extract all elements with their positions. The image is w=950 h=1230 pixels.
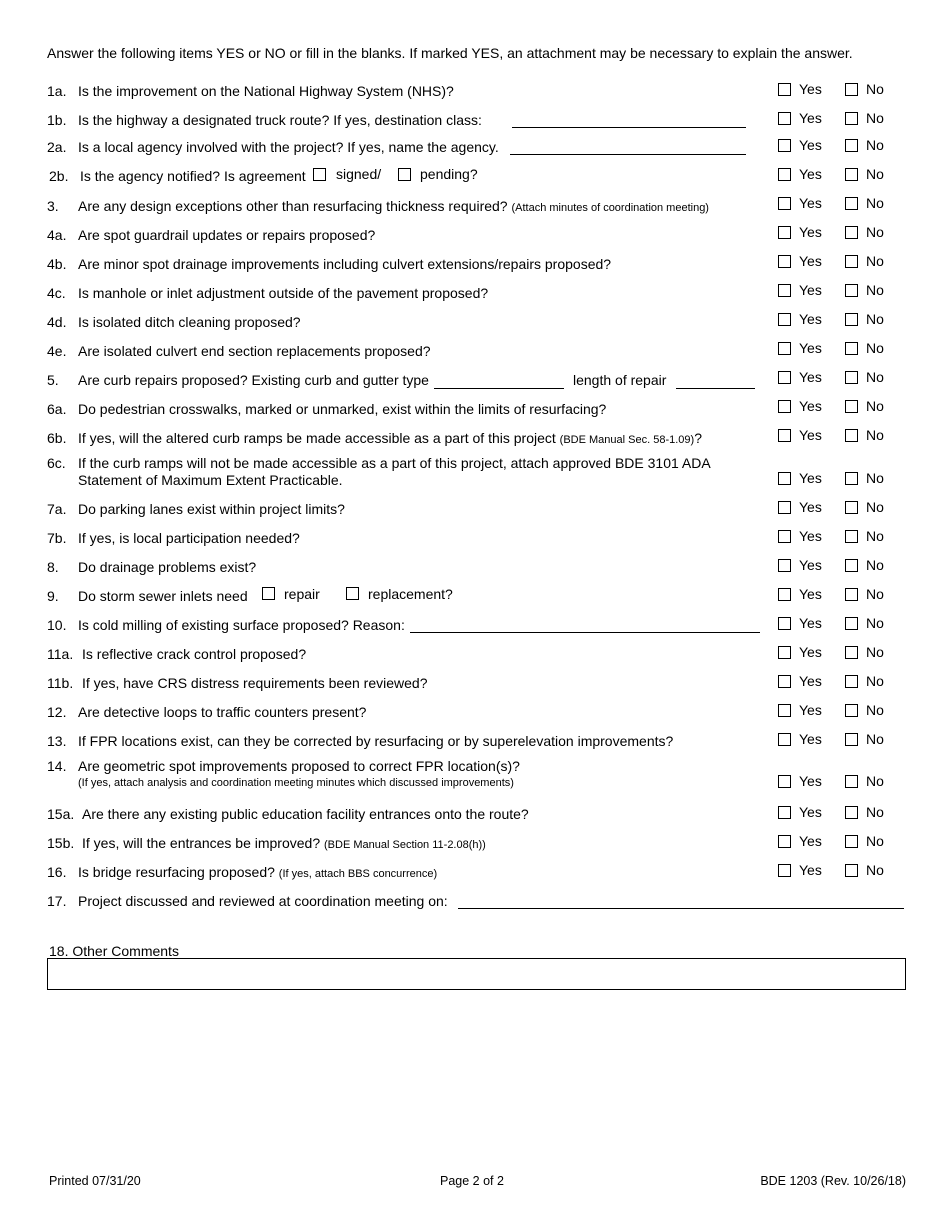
item-number: 8. [47, 559, 59, 575]
yes-label: Yes [799, 731, 822, 747]
replacement-label: replacement? [368, 586, 453, 602]
repair-checkbox[interactable] [262, 587, 275, 600]
yes-label: Yes [799, 398, 822, 414]
item-question: Are isolated culvert end section replacements proposed? [78, 343, 431, 359]
item-note: (BDE Manual Sec. 58-1.09) [559, 434, 695, 446]
item-question: Is manhole or inlet adjustment outside of the pavement proposed? [78, 285, 489, 301]
yes-checkbox[interactable] [778, 501, 791, 514]
yes-label: Yes [799, 253, 822, 269]
yes-label: Yes [799, 644, 822, 660]
signed-checkbox[interactable] [313, 168, 326, 181]
no-checkbox[interactable] [845, 197, 858, 210]
item-question: Is the highway a designated truck route? If yes, destination class: [78, 112, 482, 128]
no-label: No [866, 137, 884, 153]
item-question: Are geometric spot improvements proposed to correct FPR location(s)? [78, 758, 520, 774]
yes-checkbox[interactable] [778, 646, 791, 659]
no-checkbox[interactable] [845, 342, 858, 355]
no-checkbox[interactable] [845, 226, 858, 239]
no-label: No [866, 586, 884, 602]
item-question: Is a local agency involved with the project? If yes, name the agency. [78, 139, 499, 155]
no-label: No [866, 398, 884, 414]
item-number: 5. [47, 372, 59, 388]
no-label: No [866, 702, 884, 718]
no-checkbox[interactable] [845, 733, 858, 746]
yes-label: Yes [799, 340, 822, 356]
yes-label: Yes [799, 137, 822, 153]
yes-label: Yes [799, 81, 822, 97]
no-label: No [866, 282, 884, 298]
no-checkbox[interactable] [845, 704, 858, 717]
yes-checkbox[interactable] [778, 284, 791, 297]
item-question: If yes, will the altered curb ramps be made accessible as a part of this project [78, 430, 556, 446]
yes-checkbox[interactable] [778, 255, 791, 268]
item-number: 1a. [47, 83, 67, 99]
agency-name-field[interactable] [510, 154, 746, 155]
yes-label: Yes [799, 673, 822, 689]
replacement-checkbox[interactable] [346, 587, 359, 600]
pending-checkbox[interactable] [398, 168, 411, 181]
no-label: No [866, 81, 884, 97]
no-label: No [866, 427, 884, 443]
yes-checkbox[interactable] [778, 313, 791, 326]
no-checkbox[interactable] [845, 559, 858, 572]
item-number: 4e. [47, 343, 67, 359]
item-question: Do drainage problems exist? [78, 559, 257, 575]
no-checkbox[interactable] [845, 429, 858, 442]
item-suffix: ? [694, 430, 702, 446]
item-question: Is cold milling of existing surface proposed? Reason: [78, 617, 405, 633]
no-checkbox[interactable] [845, 617, 858, 630]
yes-checkbox[interactable] [778, 112, 791, 125]
no-label: No [866, 731, 884, 747]
no-checkbox[interactable] [845, 112, 858, 125]
item-note: (Attach minutes of coordination meeting) [511, 202, 709, 214]
yes-checkbox[interactable] [778, 530, 791, 543]
no-checkbox[interactable] [845, 83, 858, 96]
no-label: No [866, 644, 884, 660]
no-label: No [866, 804, 884, 820]
no-label: No [866, 311, 884, 327]
yes-checkbox[interactable] [778, 139, 791, 152]
yes-checkbox[interactable] [778, 733, 791, 746]
yes-label: Yes [799, 195, 822, 211]
yes-label: Yes [799, 282, 822, 298]
yes-checkbox[interactable] [778, 472, 791, 485]
item-question: Is bridge resurfacing proposed? [78, 864, 275, 880]
item-note: (If yes, attach BBS concurrence) [278, 868, 438, 880]
yes-checkbox[interactable] [778, 617, 791, 630]
reason-field[interactable] [410, 632, 760, 633]
item-number: 4c. [47, 285, 66, 301]
no-label: No [866, 110, 884, 126]
destination-class-field[interactable] [512, 127, 746, 128]
no-checkbox[interactable] [845, 400, 858, 413]
yes-checkbox[interactable] [778, 342, 791, 355]
yes-label: Yes [799, 586, 822, 602]
item-number: 7b. [47, 530, 67, 546]
no-checkbox[interactable] [845, 806, 858, 819]
item-number: 10. [47, 617, 67, 633]
no-checkbox[interactable] [845, 835, 858, 848]
item-question: Do storm sewer inlets need [78, 588, 248, 604]
no-checkbox[interactable] [845, 864, 858, 877]
signed-label: signed/ [336, 166, 382, 182]
no-checkbox[interactable] [845, 501, 858, 514]
yes-label: Yes [799, 528, 822, 544]
yes-checkbox[interactable] [778, 400, 791, 413]
yes-checkbox[interactable] [778, 704, 791, 717]
item-number: 6c. [47, 455, 66, 471]
item-number: 2b. [49, 168, 69, 184]
curb-gutter-type-field[interactable] [434, 388, 564, 389]
form-number: BDE 1203 (Rev. 10/26/18) [760, 1174, 906, 1188]
item-number: 3. [47, 198, 59, 214]
yes-label: Yes [799, 833, 822, 849]
item-question: Project discussed and reviewed at coordination meeting on: [78, 893, 448, 909]
yes-label: Yes [799, 427, 822, 443]
item-number: 7a. [47, 501, 67, 517]
item-question: If yes, will the entrances be improved? [82, 835, 321, 851]
item-question: Are there any existing public education facility entrances onto the route? [82, 806, 529, 822]
no-checkbox[interactable] [845, 775, 858, 788]
item-question: Are any design exceptions other than resurfacing thickness required? [78, 198, 508, 214]
yes-checkbox[interactable] [778, 371, 791, 384]
no-checkbox[interactable] [845, 588, 858, 601]
no-checkbox[interactable] [845, 284, 858, 297]
yes-checkbox[interactable] [778, 197, 791, 210]
item-question: Is reflective crack control proposed? [82, 646, 307, 662]
no-checkbox[interactable] [845, 168, 858, 181]
item-number: 4b. [47, 256, 67, 272]
item-question: Are detective loops to traffic counters present? [78, 704, 367, 720]
item-number: 13. [47, 733, 67, 749]
item-number: 4a. [47, 227, 67, 243]
no-label: No [866, 166, 884, 182]
yes-label: Yes [799, 773, 822, 789]
no-label: No [866, 195, 884, 211]
yes-checkbox[interactable] [778, 588, 791, 601]
yes-checkbox[interactable] [778, 775, 791, 788]
no-checkbox[interactable] [845, 675, 858, 688]
item-number: 17. [47, 893, 67, 909]
yes-label: Yes [799, 110, 822, 126]
yes-label: Yes [799, 615, 822, 631]
yes-checkbox[interactable] [778, 835, 791, 848]
item-number: 11b. [47, 675, 74, 691]
yes-checkbox[interactable] [778, 429, 791, 442]
item-number: 1b. [47, 112, 67, 128]
item-number: 9. [47, 588, 59, 604]
item-question: If yes, is local participation needed? [78, 530, 300, 546]
item-question: If yes, have CRS distress requirements been reviewed? [82, 675, 428, 691]
item-number: 11a. [47, 646, 74, 662]
item-question: If the curb ramps will not be made accessible as a part of this project, attach approved BDE 3101 ADA [78, 455, 711, 471]
yes-checkbox[interactable] [778, 806, 791, 819]
yes-label: Yes [799, 311, 822, 327]
other-comments-label: 18. Other Comments [49, 943, 179, 959]
item-number: 6b. [47, 430, 67, 446]
page-number: Page 2 of 2 [440, 1174, 504, 1188]
no-label: No [866, 673, 884, 689]
yes-label: Yes [799, 166, 822, 182]
no-label: No [866, 499, 884, 515]
no-label: No [866, 340, 884, 356]
no-label: No [866, 253, 884, 269]
yes-checkbox[interactable] [778, 168, 791, 181]
item-question: Is the agency notified? Is agreement [80, 168, 306, 184]
no-checkbox[interactable] [845, 530, 858, 543]
no-label: No [866, 528, 884, 544]
item-note: (BDE Manual Section 11-2.08(h)) [324, 839, 486, 851]
item-question-line2: Statement of Maximum Extent Practicable. [78, 472, 343, 488]
length-of-repair-label: length of repair [573, 372, 667, 388]
no-label: No [866, 615, 884, 631]
item-number: 6a. [47, 401, 67, 417]
meeting-date-field[interactable] [458, 908, 904, 909]
no-label: No [866, 470, 884, 486]
yes-label: Yes [799, 702, 822, 718]
yes-label: Yes [799, 804, 822, 820]
item-question: If FPR locations exist, can they be corrected by resurfacing or by superelevation improvements? [78, 733, 674, 749]
no-label: No [866, 224, 884, 240]
no-checkbox[interactable] [845, 255, 858, 268]
item-number: 15a. [47, 806, 75, 822]
yes-checkbox[interactable] [778, 675, 791, 688]
item-question: Is isolated ditch cleaning proposed? [78, 314, 301, 330]
other-comments-box[interactable] [47, 958, 906, 990]
yes-label: Yes [799, 557, 822, 573]
item-question: Do pedestrian crosswalks, marked or unmarked, exist within the limits of resurfacing? [78, 401, 607, 417]
item-number: 14. [47, 758, 67, 774]
no-label: No [866, 369, 884, 385]
yes-label: Yes [799, 499, 822, 515]
yes-checkbox[interactable] [778, 864, 791, 877]
no-checkbox[interactable] [845, 646, 858, 659]
yes-label: Yes [799, 470, 822, 486]
no-label: No [866, 833, 884, 849]
item-question: Are curb repairs proposed? Existing curb and gutter type [78, 372, 429, 388]
printed-date: Printed 07/31/20 [49, 1174, 141, 1188]
item-question: Are minor spot drainage improvements including culvert extensions/repairs proposed? [78, 256, 612, 272]
yes-checkbox[interactable] [778, 226, 791, 239]
no-label: No [866, 773, 884, 789]
length-of-repair-field[interactable] [676, 388, 755, 389]
yes-checkbox[interactable] [778, 559, 791, 572]
item-question: Is the improvement on the National Highway System (NHS)? [78, 83, 454, 99]
yes-label: Yes [799, 224, 822, 240]
item-question: Do parking lanes exist within project limits? [78, 501, 345, 517]
no-checkbox[interactable] [845, 313, 858, 326]
yes-label: Yes [799, 862, 822, 878]
no-checkbox[interactable] [845, 472, 858, 485]
yes-checkbox[interactable] [778, 83, 791, 96]
yes-label: Yes [799, 369, 822, 385]
pending-label: pending? [420, 166, 478, 182]
item-number: 2a. [47, 139, 67, 155]
item-number: 4d. [47, 314, 67, 330]
instructions: Answer the following items YES or NO or fill in the blanks. If marked YES, an attachment may be necessary to explain the answer. [47, 45, 853, 61]
item-number: 15b. [47, 835, 75, 851]
repair-label: repair [284, 586, 320, 602]
no-label: No [866, 862, 884, 878]
no-label: No [866, 557, 884, 573]
item-note: (If yes, attach analysis and coordination meeting minutes which discussed improvements) [78, 777, 514, 789]
no-checkbox[interactable] [845, 139, 858, 152]
no-checkbox[interactable] [845, 371, 858, 384]
item-number: 16. [47, 864, 67, 880]
item-number: 12. [47, 704, 67, 720]
item-question: Are spot guardrail updates or repairs proposed? [78, 227, 376, 243]
